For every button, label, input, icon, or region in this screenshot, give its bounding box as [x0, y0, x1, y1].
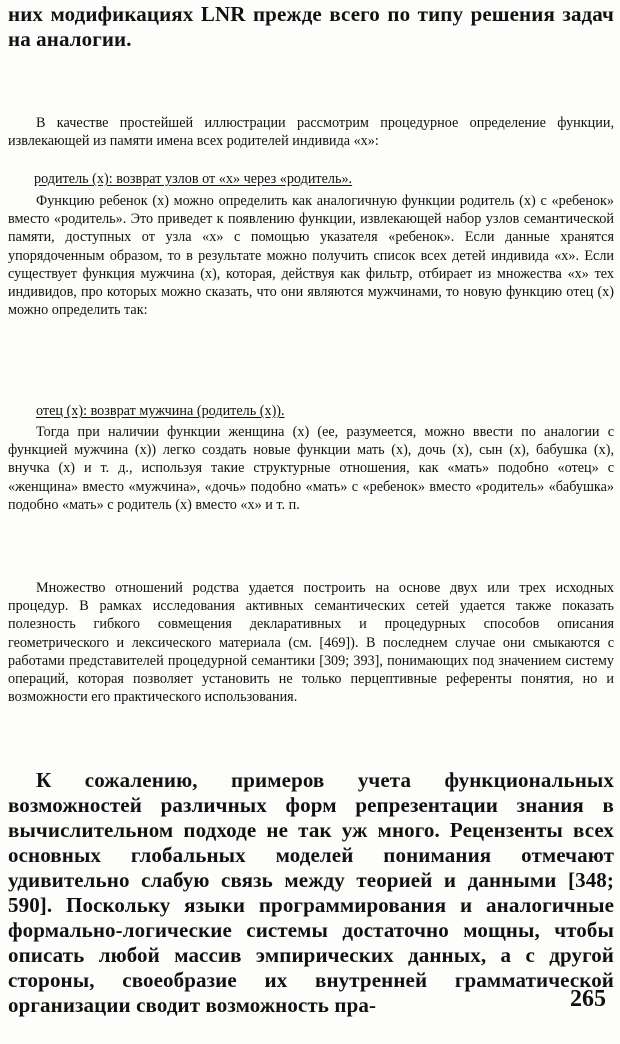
formula-parent: родитель (x): возврат узлов от «x» через «родитель». — [34, 171, 353, 187]
paragraph-kinship-relations: Множество отношений родства удается построить на основе двух или трех исходных процедур. В рамках исследования активных семантических сетей удается также показать полезность гибкого совмещения декларативных и процедурных способов описания геометрического и лексического материала (см. [469]). В последнем случае они смыкаются с работами представителей процедурной семантики [309; 393], понимающих под значением систему операций, которая позволяет установить не только перцептивные референты понятия, но и возможности его практического использования. — [8, 580, 614, 706]
page-number: 265 — [570, 986, 606, 1012]
paragraph-procedural-definition: В качестве простейшей иллюстрации рассмотрим процедурное определение функции, извлекающей из памяти имена всех родителей индивида «x»: — [8, 115, 614, 150]
paragraph-computational-approach: К сожалению, примеров учета функциональных возможностей различных форм репрезентации знания в вычислительном подходе не так уж много. Рецензенты всех основных глобальных моделей понимания отмечают удивительно слабую связь между теорией и данными [348; 590]. Поскольку языки программирования и аналогичные формально-логические системы достаточно мощны, чтобы описать любой массив эмпирических данных, а с другой стороны, своеобразие их внутренней грамматической организации сводит возможность пра- — [8, 768, 614, 1017]
intro-paragraph: них модификациях LNR прежде всего по типу решения задач на аналогии. — [8, 2, 614, 51]
paragraph-child-function: Функцию ребенок (x) можно определить как аналогичную функции родитель (x) с «ребенок» вместо «родитель». Это приведет к появлению функции, извлекающей набор узлов семантической памяти, доступных от узла «x» с помощью указателя «ребенок». Если данные хранятся упорядоченным образом, то в результате можно получить список всех детей индивида «x». Если существует функция мужчина (x), которая, действуя как фильтр, отбирает из множества «x» тех индивидов, про которых можно сказать, что они являются мужчинами, то новую функцию отец (x) можно определить так: — [8, 193, 614, 319]
paragraph-kinship-functions: Тогда при наличии функции женщина (x) (ее, разумеется, можно ввести по аналогии с функцией мужчина (x)) легко создать новые функции мать (x), дочь (x), сын (x), бабушка (x), внучка (x) и т. д., используя такие структурные отношения, как «мать» подобно «отец» с «женщина» вместо «мужчина», «дочь» подобно «мать» с «ребенок» вместо «родитель» «бабушка» подобно «мать» с родитель (x) вместо «x» и т. п. — [8, 424, 614, 513]
formula-father: отец (x): возврат мужчина (родитель (x)). — [36, 403, 285, 419]
